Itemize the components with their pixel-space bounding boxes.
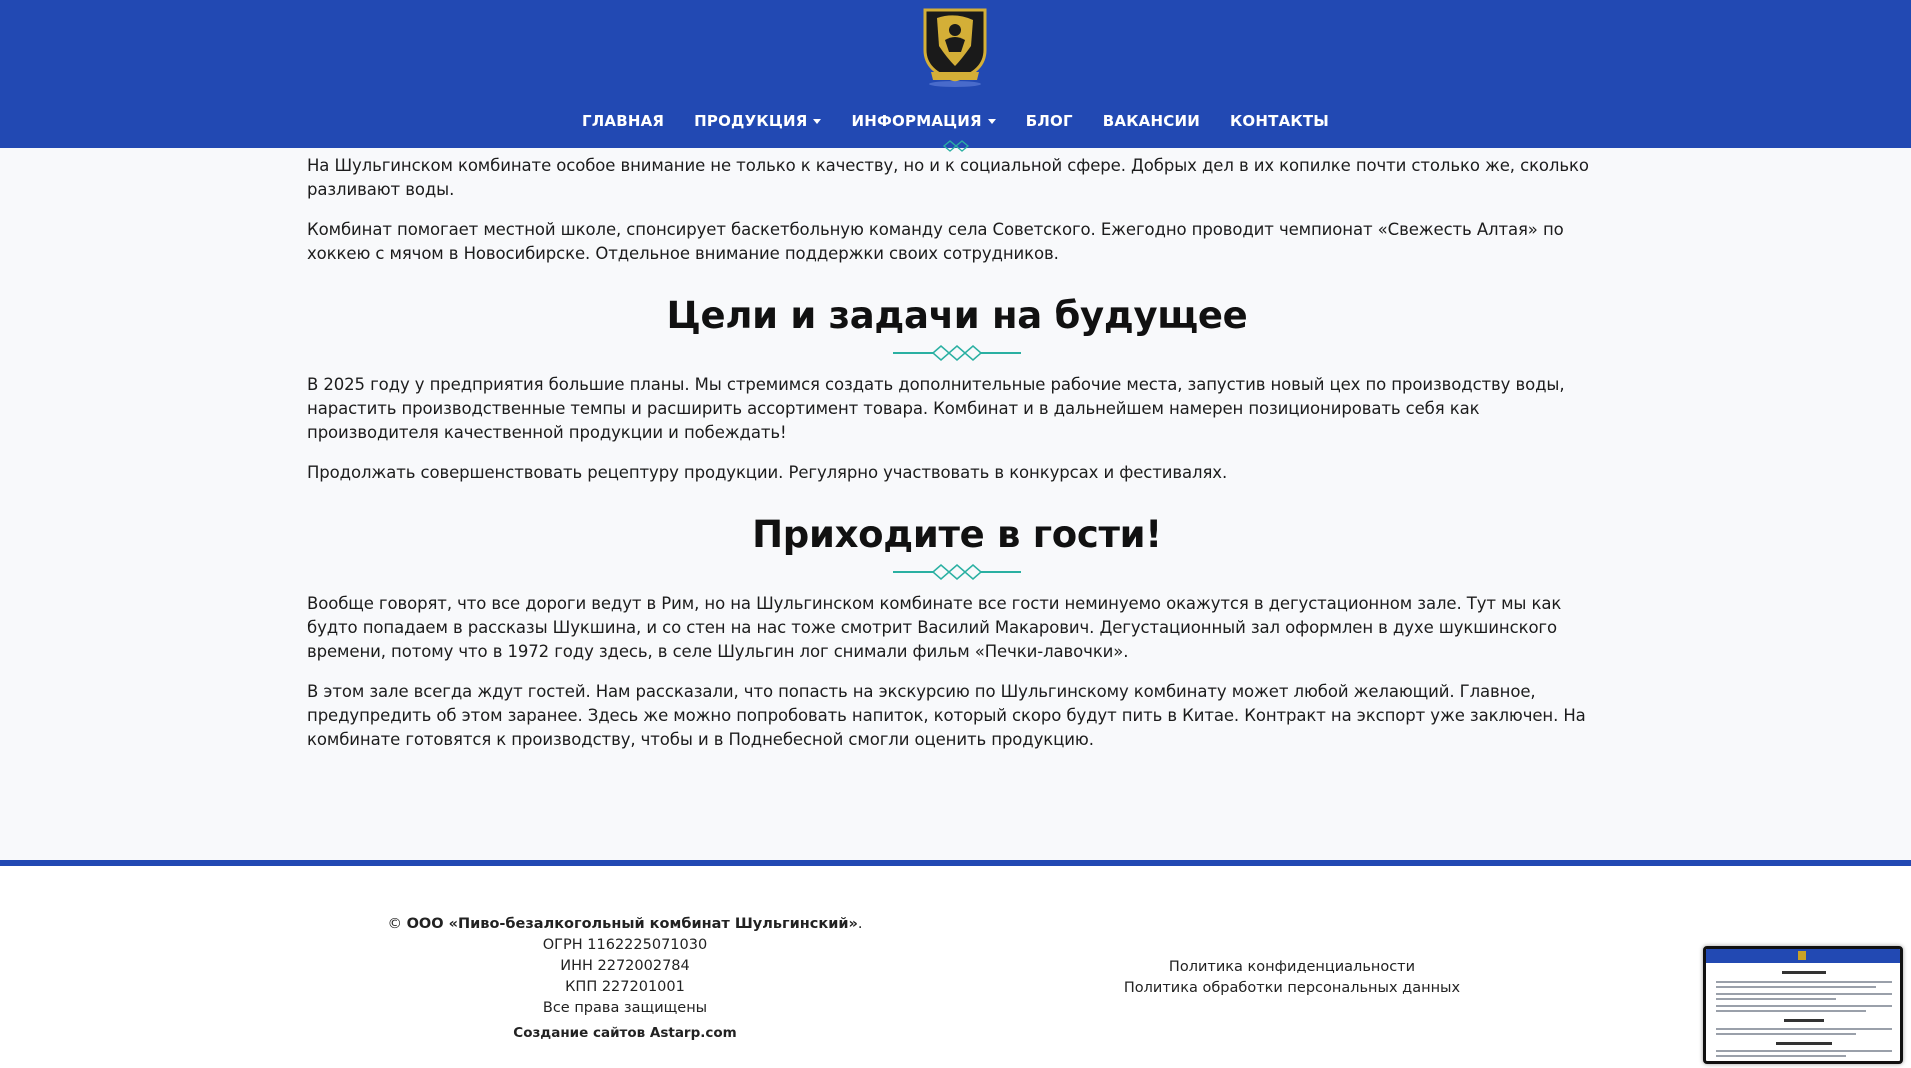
- thumbnail-title: [1784, 1019, 1824, 1022]
- nav-contacts[interactable]: КОНТАКТЫ: [1229, 112, 1330, 130]
- goals-paragraph-1: В 2025 году у предприятия большие планы. Мы стремимся создать дополнительные рабочие места, запустив новый цех по производству воды, нарастить производственные темпы и расширить ассортимент товара. Комбинат и в дальнейшем намерен позиционировать себя как производителя качественной продукции и побеждать!: [307, 375, 1565, 442]
- rights-text: Все права защищены: [542, 1000, 708, 1016]
- main-content: [307, 154, 1607, 752]
- developer-link[interactable]: Создание сайтов Astarp.com: [513, 1025, 737, 1041]
- nav-products[interactable]: ПРОДУКЦИЯ: [694, 108, 821, 134]
- ogrn-text: ОГРН 1162225071030: [542, 937, 708, 953]
- page-preview-thumbnail[interactable]: [1703, 946, 1903, 1064]
- thumbnail-line: [1716, 1010, 1866, 1012]
- ornament-divider-icon: [893, 343, 1021, 363]
- thumbnail-line: [1716, 1050, 1892, 1052]
- site-footer: [0, 866, 1911, 1068]
- chevron-down-icon: [813, 119, 821, 124]
- thumbnail-title: [1782, 971, 1826, 974]
- nav-home[interactable]: ГЛАВНАЯ: [581, 112, 665, 130]
- thumbnail-line: [1716, 1028, 1892, 1030]
- lion-crest-logo[interactable]: [917, 6, 993, 88]
- intro-paragraph-1: На Шульгинском комбинате особое внимание не только к качеству, но и к социальной сфере. Добрых дел в их копилке почти столько же, сколько разливают воды.: [307, 156, 1589, 199]
- nav-blog[interactable]: БЛОГ: [1025, 112, 1073, 130]
- intro-paragraph-2: Комбинат помогает местной школе, спонсирует баскетбольную команду села Советского. Ежегодно проводит чемпионат «Свежесть Алтая» по хоккею с мячом в Новосибирске. Отдельное внимание поддержки своих сотрудников.: [307, 220, 1564, 263]
- nav-information[interactable]: ИНФОРМАЦИЯ: [851, 108, 995, 134]
- ornament-divider-icon: [942, 140, 970, 152]
- copyright-line: © ООО «Пиво-безалкогольный комбинат Шульгинский».: [387, 916, 863, 932]
- thumbnail-title: [1776, 1042, 1832, 1045]
- goals-paragraph-2: Продолжать совершенствовать рецептуру продукции. Регулярно участвовать в конкурсах и фестивалях.: [307, 463, 1228, 482]
- chevron-down-icon: [988, 119, 996, 124]
- thumbnail-header: [1706, 949, 1900, 963]
- thumbnail-line: [1716, 1055, 1846, 1057]
- thumbnail-line: [1716, 1033, 1856, 1035]
- main-nav: [0, 108, 1911, 134]
- thumbnail-line: [1716, 993, 1892, 995]
- data-processing-policy-link[interactable]: Политика обработки персональных данных: [1123, 980, 1461, 996]
- thumbnail-logo-icon: [1798, 951, 1806, 960]
- section-heading-visit: Приходите в гости!: [752, 513, 1162, 556]
- privacy-policy-link[interactable]: Политика конфиденциальности: [1168, 959, 1416, 975]
- thumbnail-line: [1716, 998, 1836, 1000]
- inn-text: ИНН 2272002784: [560, 958, 690, 974]
- kpp-text: КПП 227201001: [565, 979, 685, 995]
- site-header: [0, 0, 1911, 148]
- thumbnail-line: [1716, 986, 1876, 988]
- ornament-divider-icon: [893, 562, 1021, 582]
- thumbnail-line: [1716, 1005, 1892, 1007]
- visit-paragraph-2: В этом зале всегда ждут гостей. Нам рассказали, что попасть на экскурсию по Шульгинскому комбинату может любой желающий. Главное, предупредить об этом заранее. Здесь же можно попробовать напиток, который скоро будут пить в Китае. Контракт на экспорт уже заключен. На комбинате готовятся к производству, чтобы и в Поднебесной смогли оценить продукцию.: [307, 682, 1586, 749]
- nav-vacancies[interactable]: ВАКАНСИИ: [1102, 112, 1200, 130]
- thumbnail-line: [1716, 981, 1892, 983]
- company-name: ООО «Пиво-безалкогольный комбинат Шульгинский»: [406, 916, 858, 932]
- visit-paragraph-1: Вообще говорят, что все дороги ведут в Рим, но на Шульгинском комбинате все гости неминуемо окажутся в дегустационном зале. Тут мы как будто попадаем в рассказы Шукшина, и со стен на нас тоже смотрит Василий Макарович. Дегустационный зал оформлен в духе шукшинского времени, потому что в 1972 году здесь, в селе Шульгин лог снимали фильм «Печки-лавочки».: [307, 594, 1562, 661]
- section-heading-goals: Цели и задачи на будущее: [666, 294, 1248, 337]
- footer-company-info: [375, 914, 875, 1044]
- footer-policy-links: [1092, 957, 1492, 999]
